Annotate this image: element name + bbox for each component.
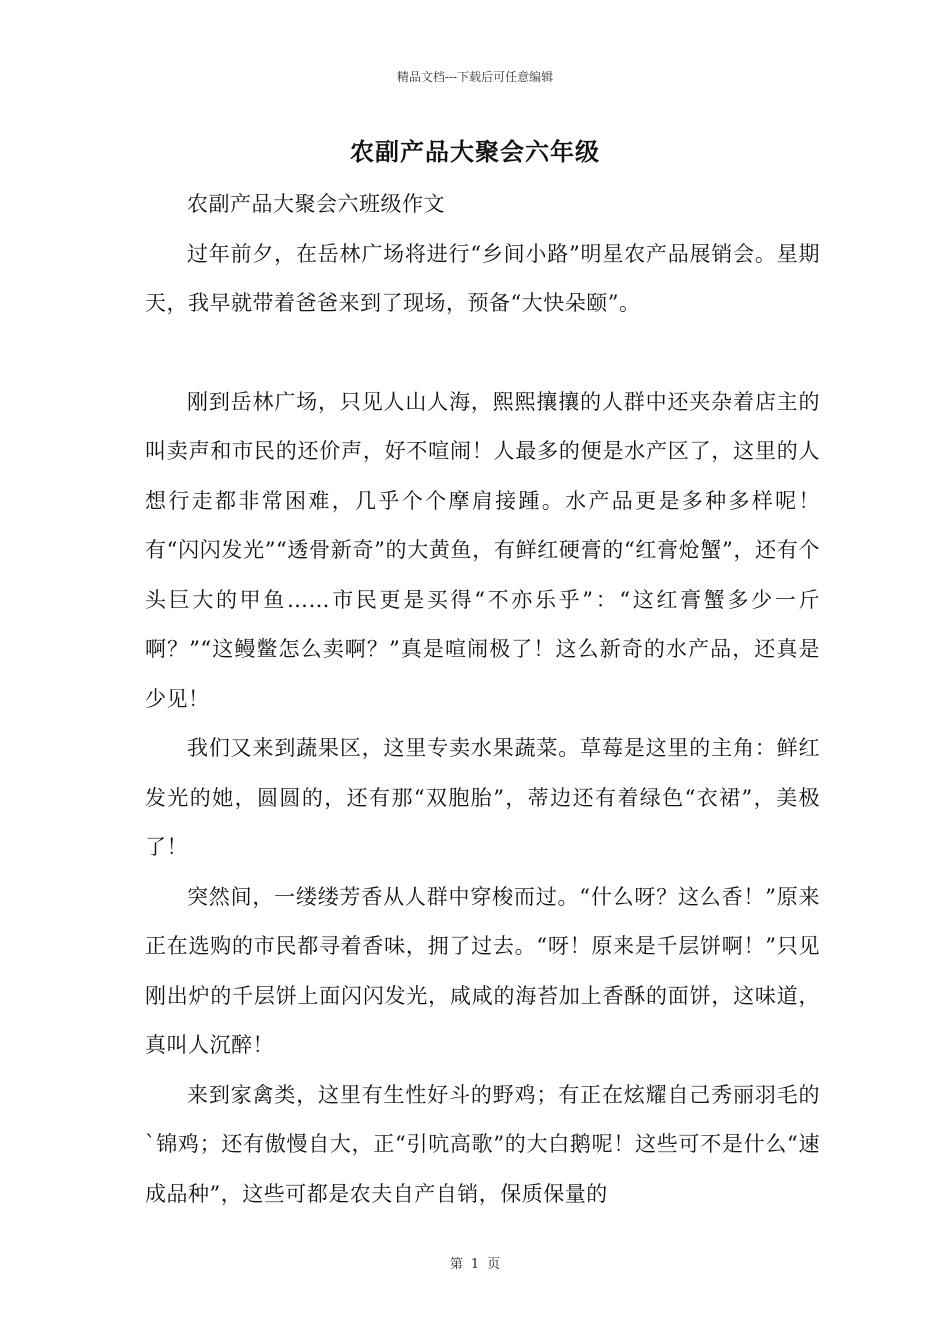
page-suffix: 页 xyxy=(487,1257,501,1272)
paragraph-pastry: 突然间，一缕缕芳香从人群中穿梭而过。“什么呀？这么香！”原来正在选购的市民都寻着香味，拥了过去。“呀！原来是千层饼啊！”只见刚出炉的千层饼上面闪闪发光，咸咸的海苔加上香酥的面饼，这味道，真叫人沉醉！ xyxy=(145,884,820,1057)
paragraph-poultry: 来到家禽类，这里有生性好斗的野鸡；有正在炫耀自己秀丽羽毛的`锦鸡；还有傲慢自大，正“引吭高歌”的大白鹅呢！这些可不是什么“速成品种”，这些可都是农夫自产自销，保质保量的 xyxy=(145,1082,820,1206)
page-number: 1 xyxy=(470,1257,480,1272)
paragraph-intro: 过年前夕，在岳林广场将进行“乡间小路”明星农产品展销会。星期天，我早就带着爸爸来到了现场，预备“大快朵颐”。 xyxy=(145,241,820,315)
page-number-footer xyxy=(0,1253,950,1272)
paragraph-aquatic: 刚到岳林广场，只见人山人海，熙熙攘攘的人群中还夹杂着店主的叫卖声和市民的还价声，好不喧闹！人最多的便是水产区了，这里的人想行走都非常困难，几乎个个摩肩接踵。水产品更是多种多样呢！有“闪闪发光”“透骨新奇”的大黄鱼，有鲜红硬膏的“红膏炝蟹”，还有个头巨大的甲鱼……市民更是买得“不亦乐乎”：“这红膏蟹多少一斤啊？”“这鳗鳖怎么卖啊？”真是喧闹极了！这么新奇的水产品，还真是少见！ xyxy=(145,389,820,711)
paragraph-subtitle: 农副产品大聚会六班级作文 xyxy=(187,192,445,216)
page-prefix: 第 xyxy=(449,1257,463,1272)
document-body xyxy=(145,180,820,1219)
header-note: 精品文档---下载后可任意编辑 xyxy=(396,70,554,84)
document-title: 农副产品大聚会六年级 xyxy=(350,137,600,166)
paragraph-produce: 我们又来到蔬果区，这里专卖水果蔬菜。草莓是这里的主角：鲜红发光的她，圆圆的，还有那“双胞胎”，蒂边还有着绿色“衣裙”，美极了！ xyxy=(145,736,820,859)
